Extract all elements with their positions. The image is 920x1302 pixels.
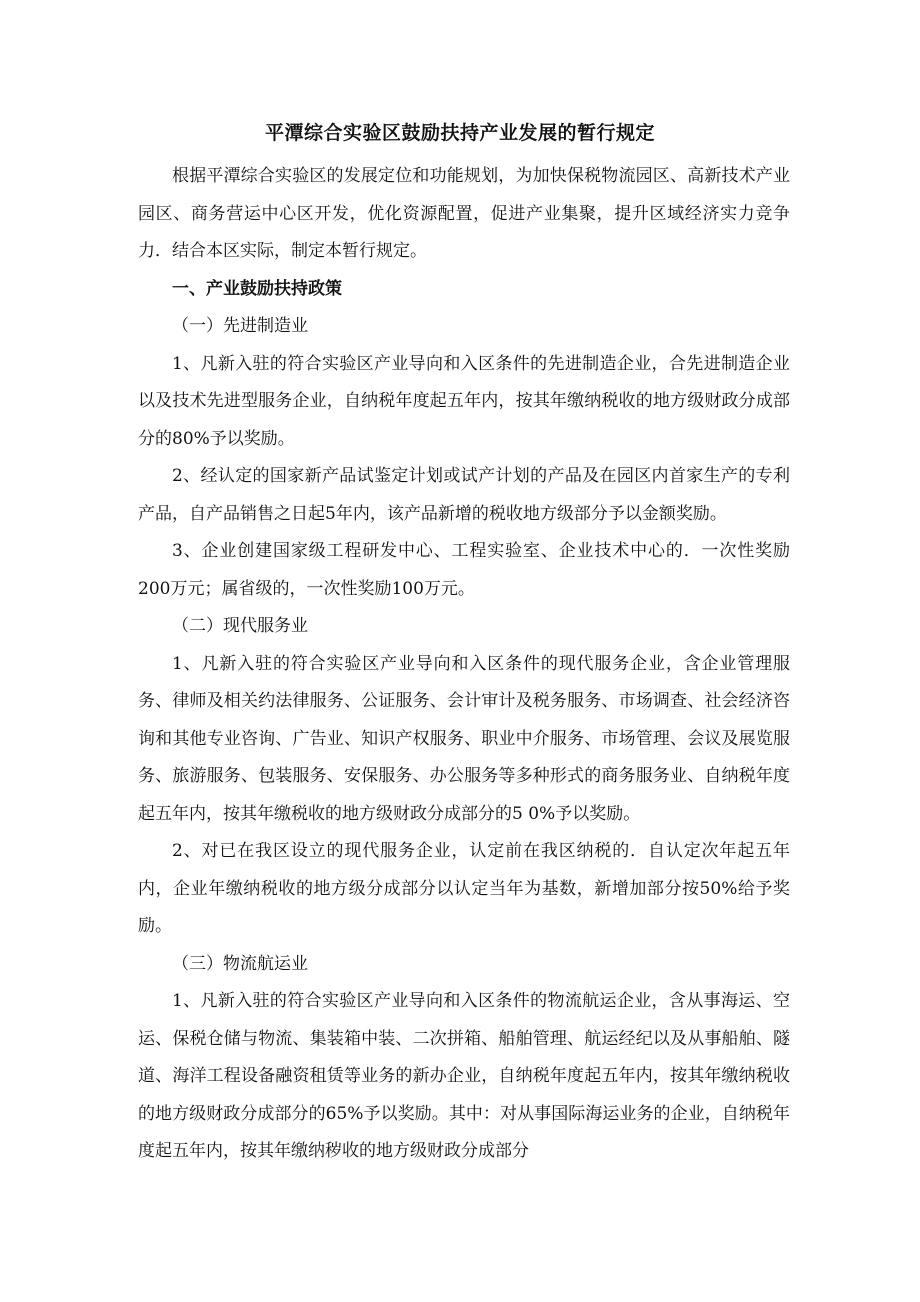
subsection-heading-logistics: （三）物流航运业 <box>172 953 308 974</box>
paragraph-services-2: 2、对已在我区设立的现代服务企业，认定前在我区纳税的．自认定次年起五年内，企业年缴纳税收的地方级分成部分以认定当年为基数，新增加部分按50%给予奖励。 <box>138 841 790 936</box>
intro-paragraph: 根据平潭综合实验区的发展定位和功能规划，为加快保税物流园区、高新技术产业园区、商务营运中心区开发，优化资源配置，促进产业集聚，提升区域经济实力竞争力．结合本区实际，制定本暂行规定。 <box>138 166 790 261</box>
subsection-heading-manufacturing: （一）先进制造业 <box>172 316 308 336</box>
document-title: 平潭综合实验区鼓励扶持产业发展的暂行规定 <box>264 122 655 144</box>
paragraph-manufacturing-2: 2、经认定的国家新产品试鉴定计划或试产计划的产品及在园区内首家生产的专利产品，自产品销售之日起5年内，该产品新增的税收地方级部分予以金额奖励。 <box>138 466 790 524</box>
paragraph-manufacturing-1: 1、凡新入驻的符合实验区产业导向和入区条件的先进制造企业，合先进制造企业以及技术先进型服务企业，自纳税年度起五年内，按其年缴纳税收的地方级财政分成部分的80%予以奖励。 <box>138 353 790 449</box>
subsection-heading-services: （二）现代服务业 <box>172 616 308 636</box>
section-heading-policies: 一、产业鼓励扶持政策 <box>172 278 342 299</box>
paragraph-manufacturing-3: 3、企业创建国家级工程研发中心、工程实验室、企业技术中心的．一次性奖励200万元；属省级的，一次性奖励100万元。 <box>138 541 790 599</box>
paragraph-services-1: 1、凡新入驻的符合实验区产业导向和入区条件的现代服务企业，含企业管理服务、律师及相关约法律服务、公证服务、会计审计及税务服务、市场调查、社会经济咨询和其他专业咨询、广告业、知识产权服务、职业中介服务、市场管理、会议及展览服务、旅游服务、包装服务、安保服务、办公服务等多种形式的商务服务业、自纳税年度起五年内，按其年缴税收的地方级财政分成部分的5 0%予以奖励。 <box>138 653 790 824</box>
paragraph-logistics-1: 1、凡新入驻的符合实验区产业导向和入区条件的物流航运企业，含从事海运、空运、保税仓储与物流、集装箱中装、二次拼箱、船舶管理、航运经纪以及从事船舶、隧道、海洋工程设备融资租赁等业务的新办企业，自纳税年度起五年内，按其年缴纳税收的地方级财政分成部分的65%予以奖励。其中：对从事国际海运业务的企业，自纳税年度起五年内，按其年缴纳秽收的地方级财政分成部分 <box>138 991 790 1161</box>
document-body <box>138 158 790 1171</box>
